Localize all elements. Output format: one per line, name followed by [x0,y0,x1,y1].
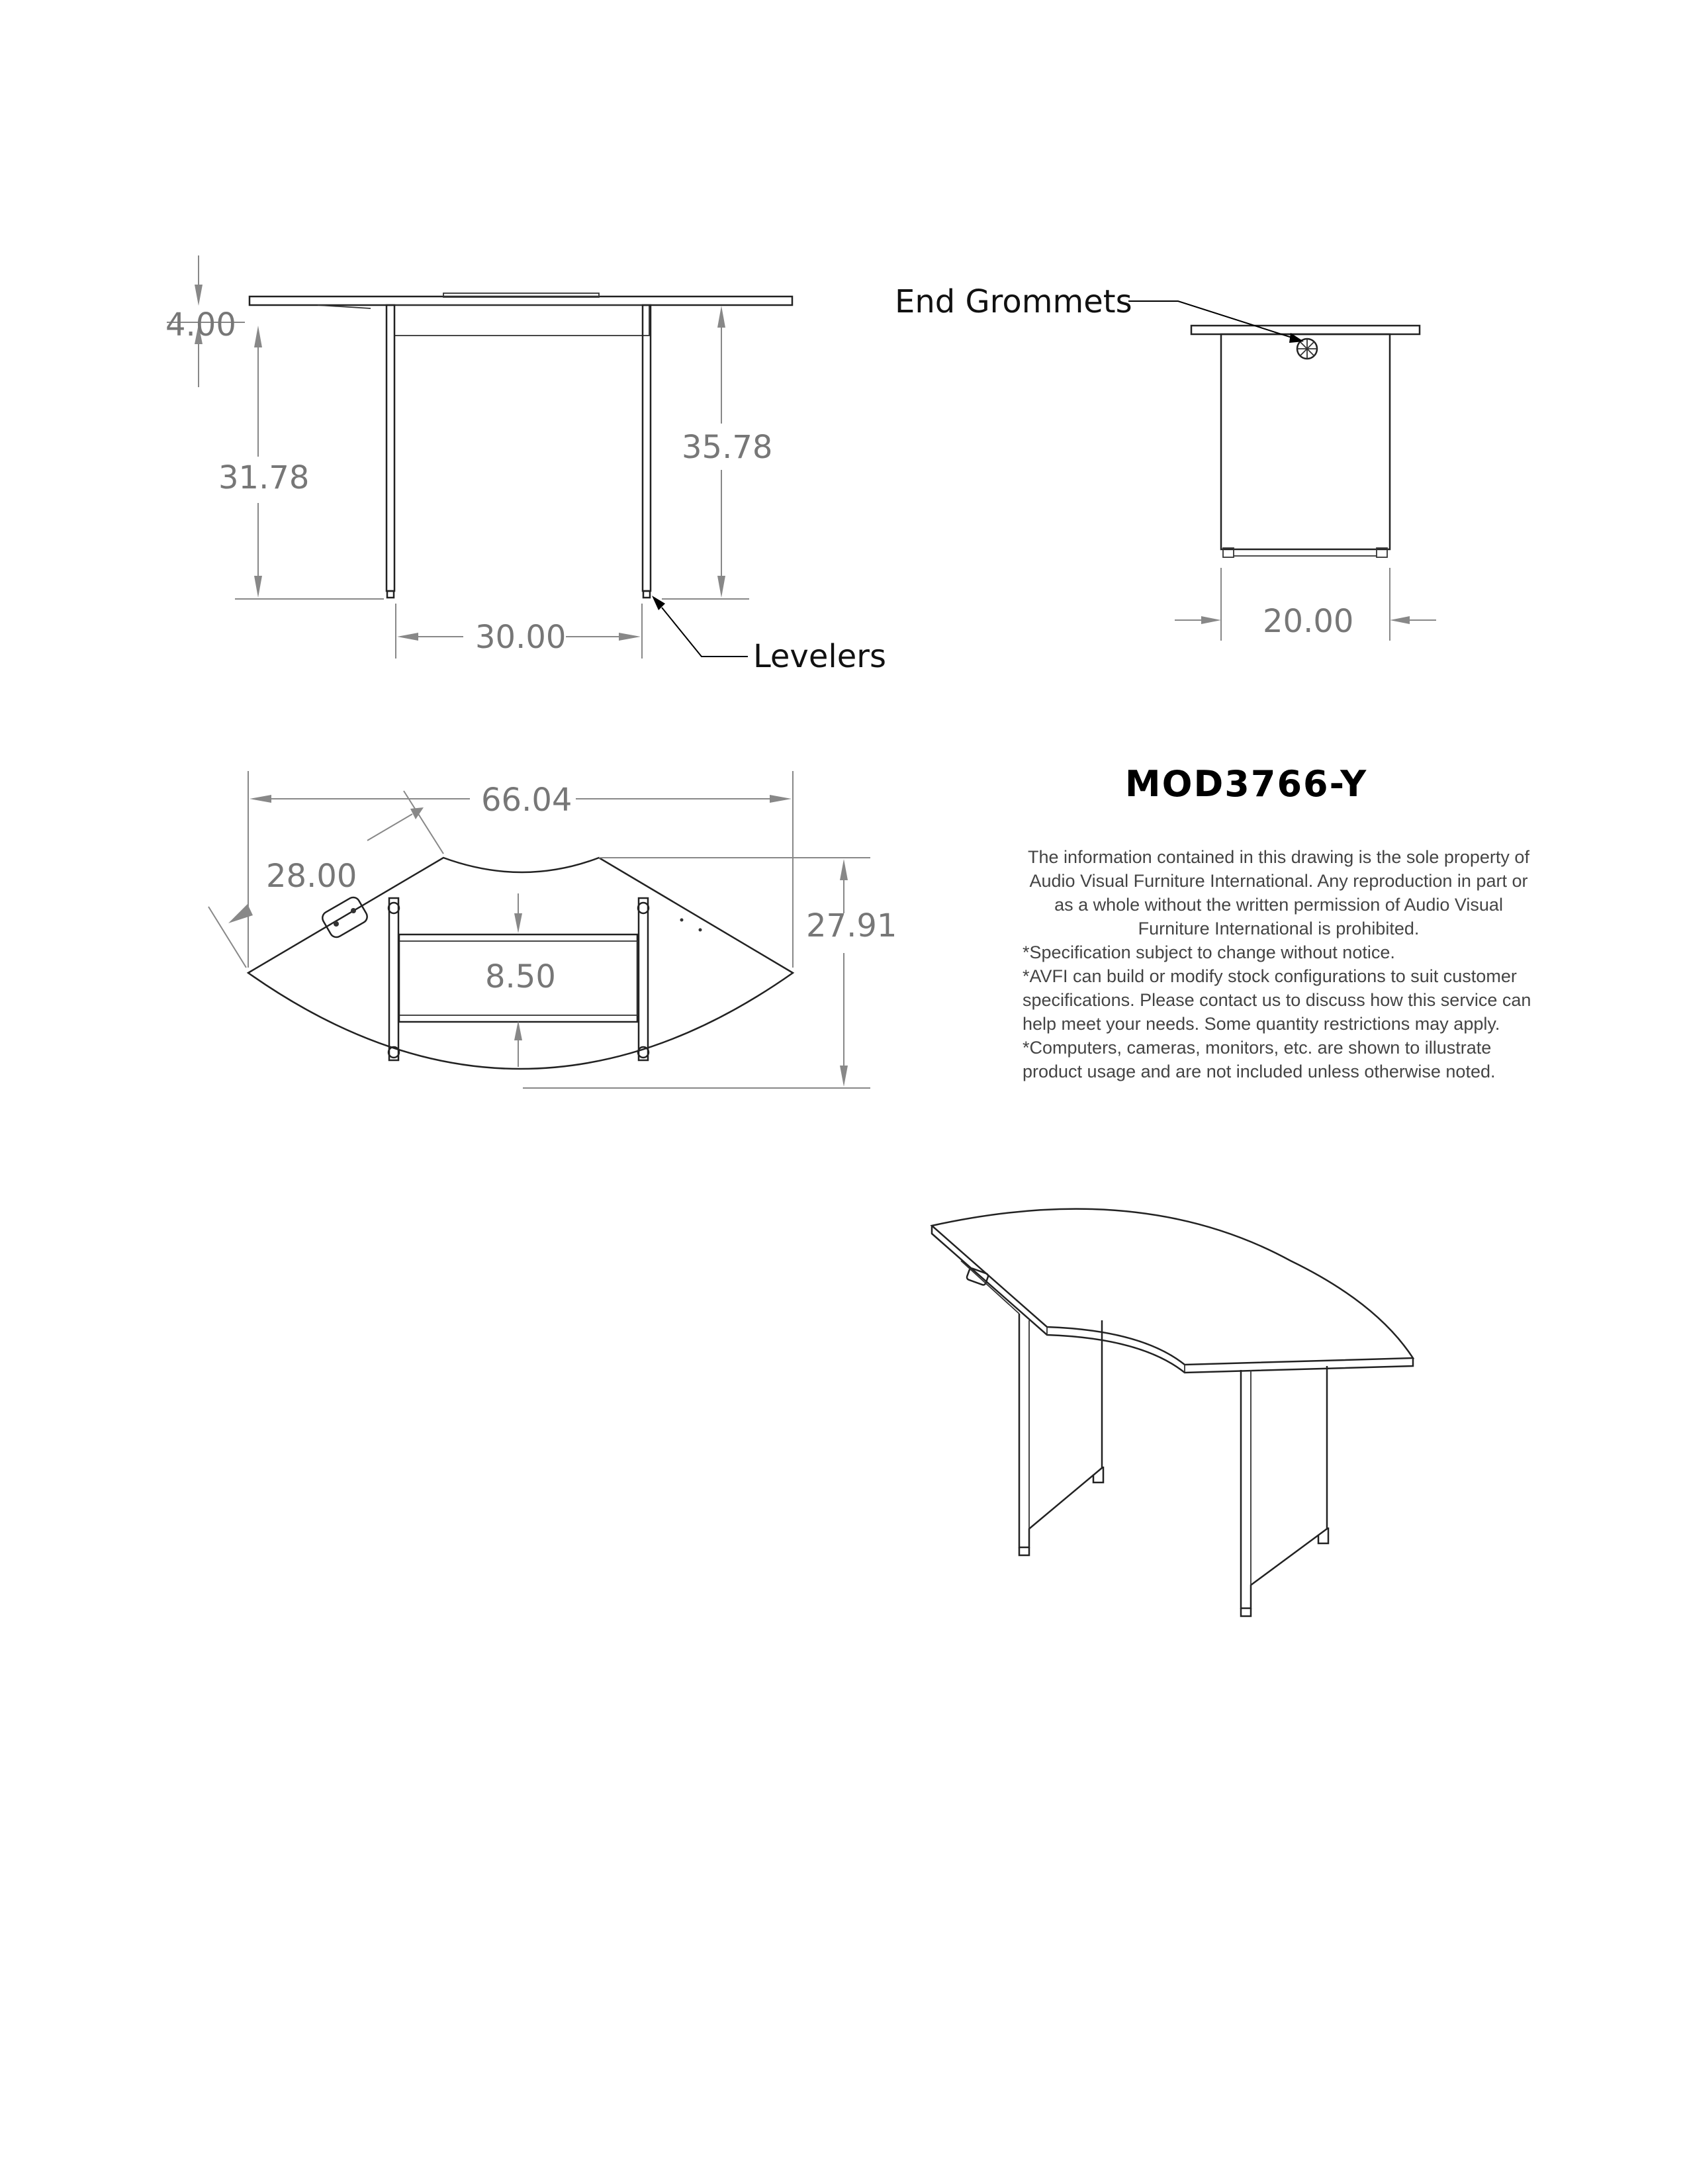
front-right-leg [643,305,651,591]
dim-leg-spacing-label: 30.00 [475,619,567,656]
note-line: product usage and are not included unless otherwise noted. [1023,1062,1496,1081]
top-left-leg [389,898,398,1060]
iso-left-leg [1019,1314,1102,1547]
side-panel [1221,334,1390,549]
dim-top-depth-label: 27.91 [806,907,897,944]
model-number: MOD3766-Y [1124,763,1368,805]
front-right-leveler [643,591,650,598]
dim-top-inner [485,893,556,1067]
iso-right-leg [1241,1366,1327,1608]
note-line: as a whole without the written permission of Audio Visual [1054,895,1503,915]
dim-top-height [165,255,245,387]
dim-leg-height [218,326,384,599]
note-line: help meet your needs. Some quantity restrictions may apply. [1023,1014,1500,1034]
dim-leg-height-label: 31.78 [218,459,310,496]
front-left-leg [387,305,394,591]
title-block [1023,763,1531,1081]
grommets-label: End Grommets [895,283,1132,320]
dim-top-width-label: 66.04 [481,782,572,819]
note-line: specifications. Please contact us to discuss how this service can [1023,990,1531,1010]
top-right-leg [639,898,648,1060]
front-left-leveler [387,591,394,598]
front-modesty-panel [394,305,649,336]
dim-total-height-label: 35.78 [682,429,773,466]
note-line: Audio Visual Furniture International. Any reproduction in part or [1029,871,1528,891]
note-line: *Computers, cameras, monitors, etc. are shown to illustrate [1023,1038,1492,1058]
dim-top-side-label: 28.00 [266,858,357,895]
front-tabletop [250,296,792,305]
note-line: *Specification subject to change without notice. [1023,942,1395,962]
side-tabletop [1191,326,1420,334]
note-line: Furniture International is prohibited. [1138,919,1420,938]
levelers-label: Levelers [753,638,886,675]
dim-top-inner-label: 8.50 [485,958,556,995]
dim-total-height [662,306,772,599]
note-line: *AVFI can build or modify stock configurations to suit customer [1023,966,1517,986]
top-bracket [320,895,370,939]
side-view [895,283,1436,641]
dim-top-depth [523,858,897,1088]
dim-top-height-label: 4.00 [165,306,236,343]
top-view [208,771,897,1088]
iso-top-surface [932,1209,1413,1365]
dim-side-depth [1175,568,1436,641]
levelers-callout [652,596,886,675]
isometric-view [932,1209,1413,1616]
note-line: The information contained in this drawing is the sole property of [1028,847,1529,867]
dim-leg-spacing [396,604,642,659]
front-view [165,255,886,675]
dim-side-depth-label: 20.00 [1263,603,1354,640]
